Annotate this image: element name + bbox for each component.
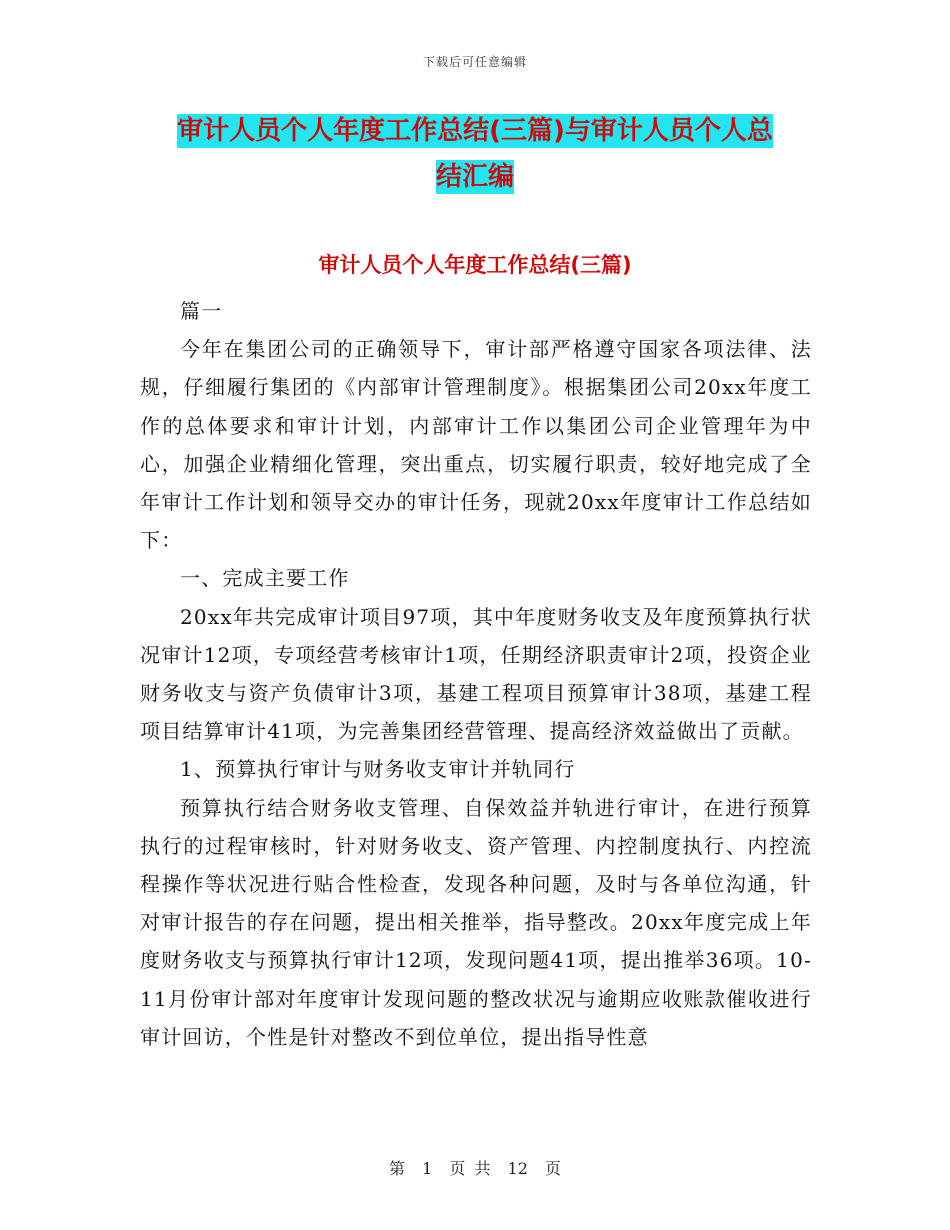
page-label-prefix: 第 [388,1159,405,1178]
page-current: 1 [422,1159,433,1178]
page-total: 12 [507,1159,528,1178]
document-title-line1: 审计人员个人年度工作总结(三篇)与审计人员个人总 [177,116,773,146]
paragraph: 一、完成主要工作 [180,566,350,591]
paragraph: 今年在集团公司的正确领导下，审计部严格遵守国家各项法律、法规，仔细履行集团的《内部审计管理制度》。根据集团公司20xx年度工作的总体要求和审计计划，内部审计工作以集团公司企业管理年为中心，加强企业精细化管理，突出重点，切实履行职责，较好地完成了全年审计工作计划和领导交办的审计任务，现就20xx年度审计工作总结如下： [140,337,812,553]
paragraph: 1、预算执行审计与财务收支审计并轨同行 [180,757,576,782]
page-label-mid: 页 共 [449,1159,491,1178]
header-note: 下载后可任意编辑 [422,55,527,69]
page-label-suffix: 页 [545,1159,562,1178]
document-title [140,108,810,200]
document-title-line2: 结汇编 [435,162,514,192]
document-body [140,292,812,1056]
section-title: 审计人员个人年度工作总结(三篇) [318,253,632,277]
paragraph: 预算执行结合财务收支管理、自保效益并轨进行审计，在进行预算执行的过程审核时，针对财务收支、资产管理、内控制度执行、内控流程操作等状况进行贴合性检查，发现各种问题，及时与各单位沟通，针对审计报告的存在问题，提出相关推举，指导整改。20xx年度完成上年度财务收支与预算执行审计12项，发现问题41项，提出推举36项。10-11月份审计部对年度审计发现问题的整改状况与逾期应收账款催收进行审计回访，个性是针对整改不到位单位，提出指导性意 [140,795,812,1049]
paragraph: 20xx年共完成审计项目97项，其中年度财务收支及年度预算执行状况审计12项，专项经营考核审计1项，任期经济职责审计2项，投资企业财务收支与资产负债审计3项，基建工程项目预算审计38项，基建工程项目结算审计41项，为完善集团经营管理、提高经济效益做出了贡献。 [140,604,812,744]
page-footer [0,1156,950,1179]
paragraph: 篇一 [180,299,223,323]
